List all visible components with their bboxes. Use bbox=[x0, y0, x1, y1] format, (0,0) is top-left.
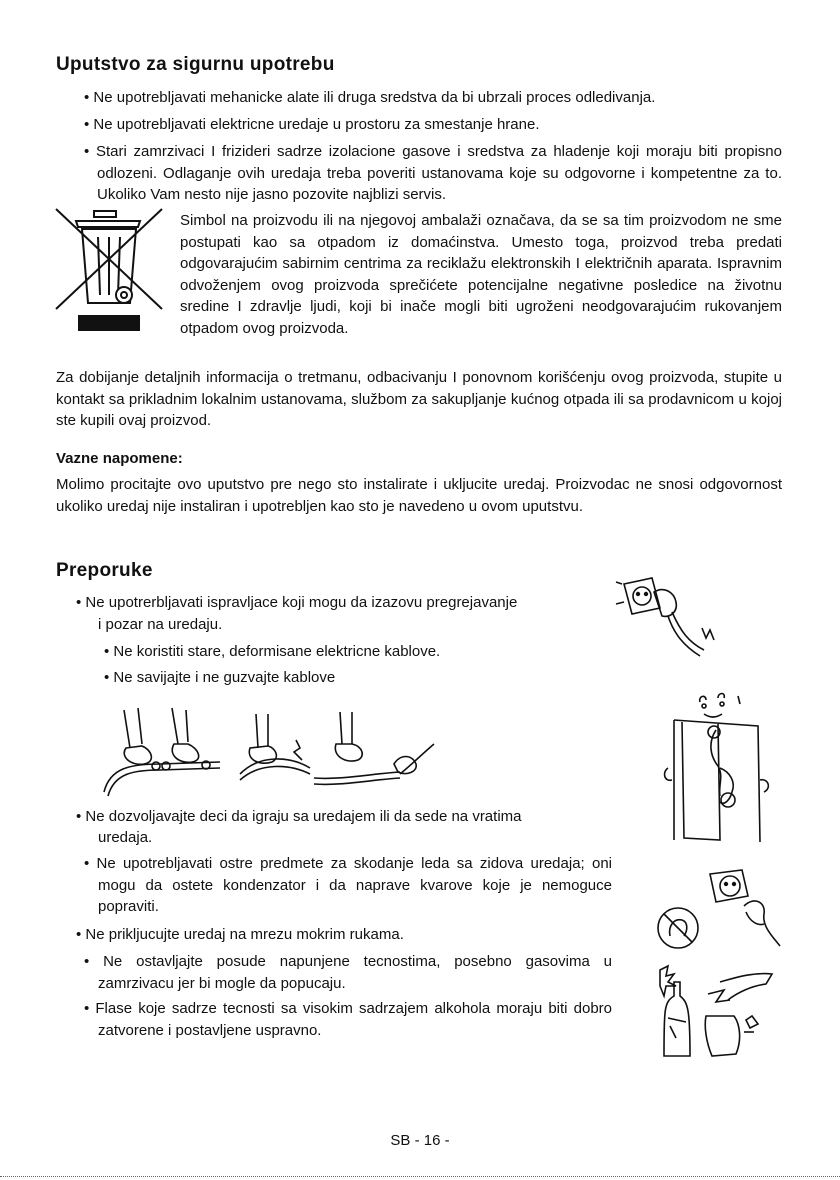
sub-bullet-old-cables: • Ne koristiti stare, deformisane elektricne kablove. bbox=[104, 643, 441, 660]
bullet-old-freezers-text: • Stari zamrzivaci I frizideri sadrze izolacione gasove i sredstva za hladenje koji moraju biti propisno odlozeni. Odlaganje ovih uredaja treba poveriti ustanovama koje su odgovorne i kompetentne za to. Ukoliko Vam nesto nije jasno pozovite najblizi servis. bbox=[84, 143, 782, 203]
bullet-no-rectifiers-cont: i pozar na uredaju. bbox=[98, 616, 223, 633]
bullet-no-sharp-objects bbox=[76, 853, 612, 918]
weee-disposal-text: Simbol na proizvodu ili na njegovoj ambalaži označava, da se sa tim proizvodom ne sme postupati kao sa otpadom iz domaćinstva. Umesto toga, proizvod treba predati odgovarajućim sabirnim centrima za reciklažu elektronskih I električnih aparata. Ispravnim odvoženjem ovog proizvoda sprečićete potencijalne negativne posledice na životnu sredine I zdravlje ljudi, koji bi inače mogli biti ugroženi neodgovarajućim rukovanjem otpadom ovog proizvoda. bbox=[180, 212, 782, 337]
bullet-alcohol-bottles bbox=[76, 998, 612, 1041]
sub-bullet-no-bending: • Ne savijajte i ne guzvajte kablove bbox=[104, 669, 336, 686]
section-title-safety: Uputstvo za sigurnu upotrebu bbox=[56, 54, 335, 75]
bullet-alcohol-bottles-text: • Flase koje sadrze tecnosti sa visokim sadrzajem alkohola moraju biti dobro zatvorene i postavljene uspravno. bbox=[84, 1000, 612, 1039]
bullet-no-liquid-containers-text: • Ne ostavljajte posude napunjene tecnostima, posebno gasovima u zamrzivacu jer bi mogle da popucaju. bbox=[84, 953, 612, 992]
weee-crossed-bin-icon bbox=[54, 207, 166, 335]
bullet-no-children-cont: uredaja. bbox=[98, 829, 153, 846]
page-number: SB - 16 - bbox=[390, 1132, 450, 1149]
bullet-no-sharp-objects-text: • Ne upotrebljavati ostre predmete za skodanje leda sa zidova uredaja; oni mogu da ostete kondenzator i da naprave kvarove koje je nemoguce popraviti. bbox=[84, 855, 612, 915]
bullet-old-freezers bbox=[84, 141, 782, 206]
plug-overheating-icon bbox=[612, 572, 722, 662]
bullet-no-electric-devices: • Ne upotrebljavati elektricne uredaje u prostoru za smestanje hrane. bbox=[84, 116, 540, 133]
cable-bending-illustration bbox=[100, 704, 440, 800]
bullet-no-liquid-containers bbox=[76, 951, 612, 994]
bullet-no-children: • Ne dozvoljavajte deci da igraju sa uredajem ili da sede na vratima bbox=[76, 808, 522, 825]
recycling-info-text: Za dobijanje detaljnih informacija o tretmanu, odbacivanju I ponovnom korišćenju ovog proizvoda, stupite u kontakt sa prikladnim lokalnim ustanovama, službom za sakupljanje kućnog otpada ili sa prodavnicom u kojoj ste kupili ovaj proizvod. bbox=[56, 369, 782, 429]
notes-text: Molimo procitajte ovo uputstvo pre nego sto instalirate i ukljucite uredaj. Proizvodac ne snosi odgovornost ukoliko uredaj nije instaliran i upotrebljen kao sto je navedeno u ovom uputstvu. bbox=[56, 476, 782, 515]
section-title-recommendations: Preporuke bbox=[56, 560, 153, 581]
bursting-bottles-icon bbox=[654, 962, 778, 1060]
notes-heading: Vazne napomene: bbox=[56, 450, 183, 467]
bottom-divider bbox=[0, 1176, 840, 1177]
child-on-fridge-door-illustration bbox=[660, 692, 778, 842]
bullet-no-rectifiers: • Ne upotrerbljavati ispravljace koji mogu da izazovu pregrejavanje bbox=[76, 594, 518, 611]
no-wet-hands-icon bbox=[654, 866, 784, 958]
bullet-no-mechanical-tools: • Ne upotrebljavati mehanicke alate ili druga sredstva da bi ubrzali proces odledivanja. bbox=[84, 89, 656, 106]
bullet-no-wet-hands: • Ne prikljucujte uredaj na mrezu mokrim rukama. bbox=[76, 926, 404, 943]
